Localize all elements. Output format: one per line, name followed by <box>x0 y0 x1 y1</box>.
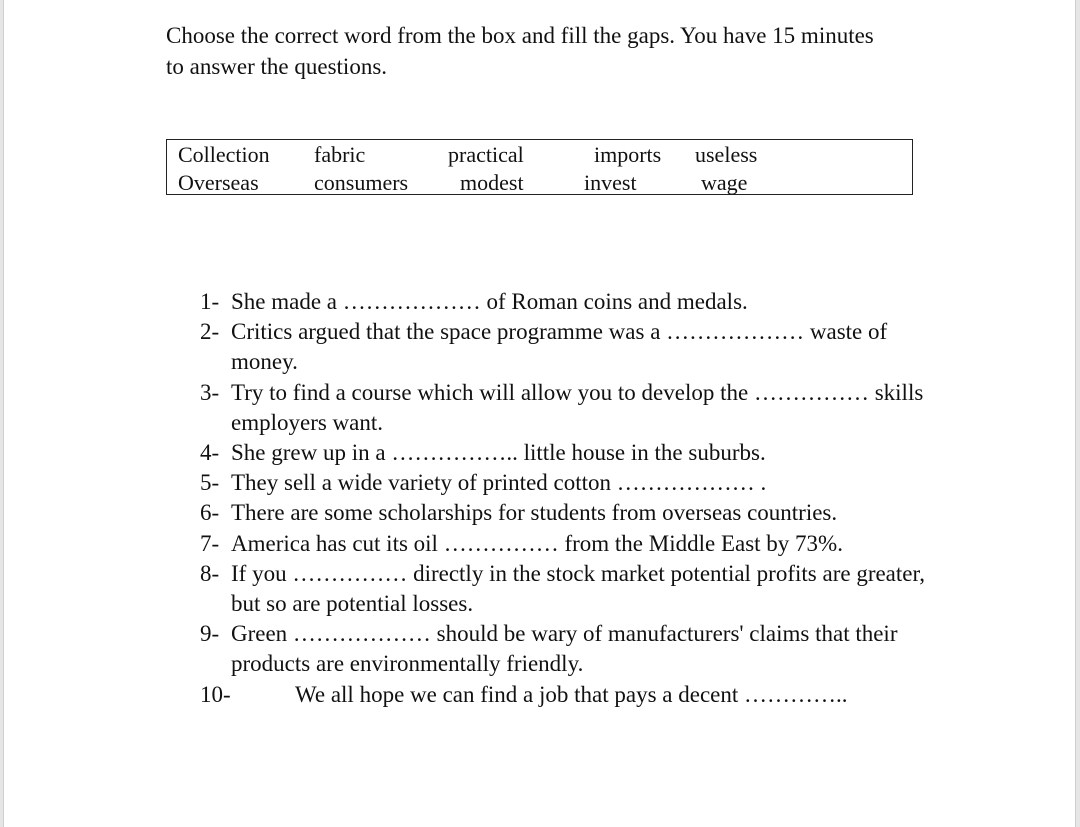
question-text: She made a ……………… of Roman coins and medals. <box>231 289 748 314</box>
question-item <box>200 559 940 619</box>
word-collection: Collection <box>178 142 270 167</box>
question-text: America has cut its oil …………… from the Middle East by 73%. <box>231 530 843 556</box>
question-number: 9- <box>200 621 220 647</box>
question-item <box>200 468 940 498</box>
word-modest: modest <box>460 170 524 195</box>
question-number: 7- <box>200 530 220 556</box>
question-item <box>200 619 940 679</box>
question-number: 8- <box>200 560 220 586</box>
question-number: 1- <box>200 289 220 314</box>
question-text: Try to find a course which will allow you to develop the …………… skills employers want. <box>231 379 924 435</box>
instructions-text: Choose the correct word from the box and fill the gaps. You have 15 minutes to answer the questions. <box>166 23 874 79</box>
question-text: She grew up in a …………….. little house in the suburbs. <box>231 440 766 466</box>
question-item <box>200 498 940 528</box>
word-consumers: consumers <box>314 170 409 195</box>
question-item <box>200 378 940 438</box>
question-item <box>200 287 940 317</box>
question-text: There are some scholarships for students from overseas countries. <box>231 500 838 526</box>
question-number: 6- <box>200 500 220 526</box>
word-imports: imports <box>594 142 662 167</box>
question-item <box>200 529 940 559</box>
word-wage: wage <box>701 170 748 195</box>
question-item <box>200 438 940 468</box>
question-item <box>200 680 940 710</box>
word-useless: useless <box>695 142 758 167</box>
question-number: 3- <box>200 379 220 405</box>
question-item <box>200 317 940 377</box>
word-fabric: fabric <box>314 142 366 167</box>
question-number: 5- <box>200 470 220 496</box>
word-box <box>166 139 913 195</box>
document-page <box>3 0 1076 827</box>
question-number: 2- <box>200 319 220 345</box>
word-overseas: Overseas <box>178 170 259 195</box>
question-list <box>200 287 940 710</box>
question-text: We all hope we can find a job that pays a decent ………….. <box>295 681 848 707</box>
question-text: Critics argued that the space programme was a ……………… waste of money. <box>231 319 888 375</box>
question-text: Green ……………… should be wary of manufacturers' claims that their products are environmentally friendly. <box>231 621 898 677</box>
question-text: If you …………… directly in the stock market potential profits are greater, but so are potential losses. <box>231 560 925 617</box>
question-number: 10- <box>200 681 231 707</box>
word-practical: practical <box>448 142 524 167</box>
word-invest: invest <box>584 170 637 195</box>
question-number: 4- <box>200 440 220 466</box>
question-text: They sell a wide variety of printed cotton ……………… . <box>231 470 767 496</box>
